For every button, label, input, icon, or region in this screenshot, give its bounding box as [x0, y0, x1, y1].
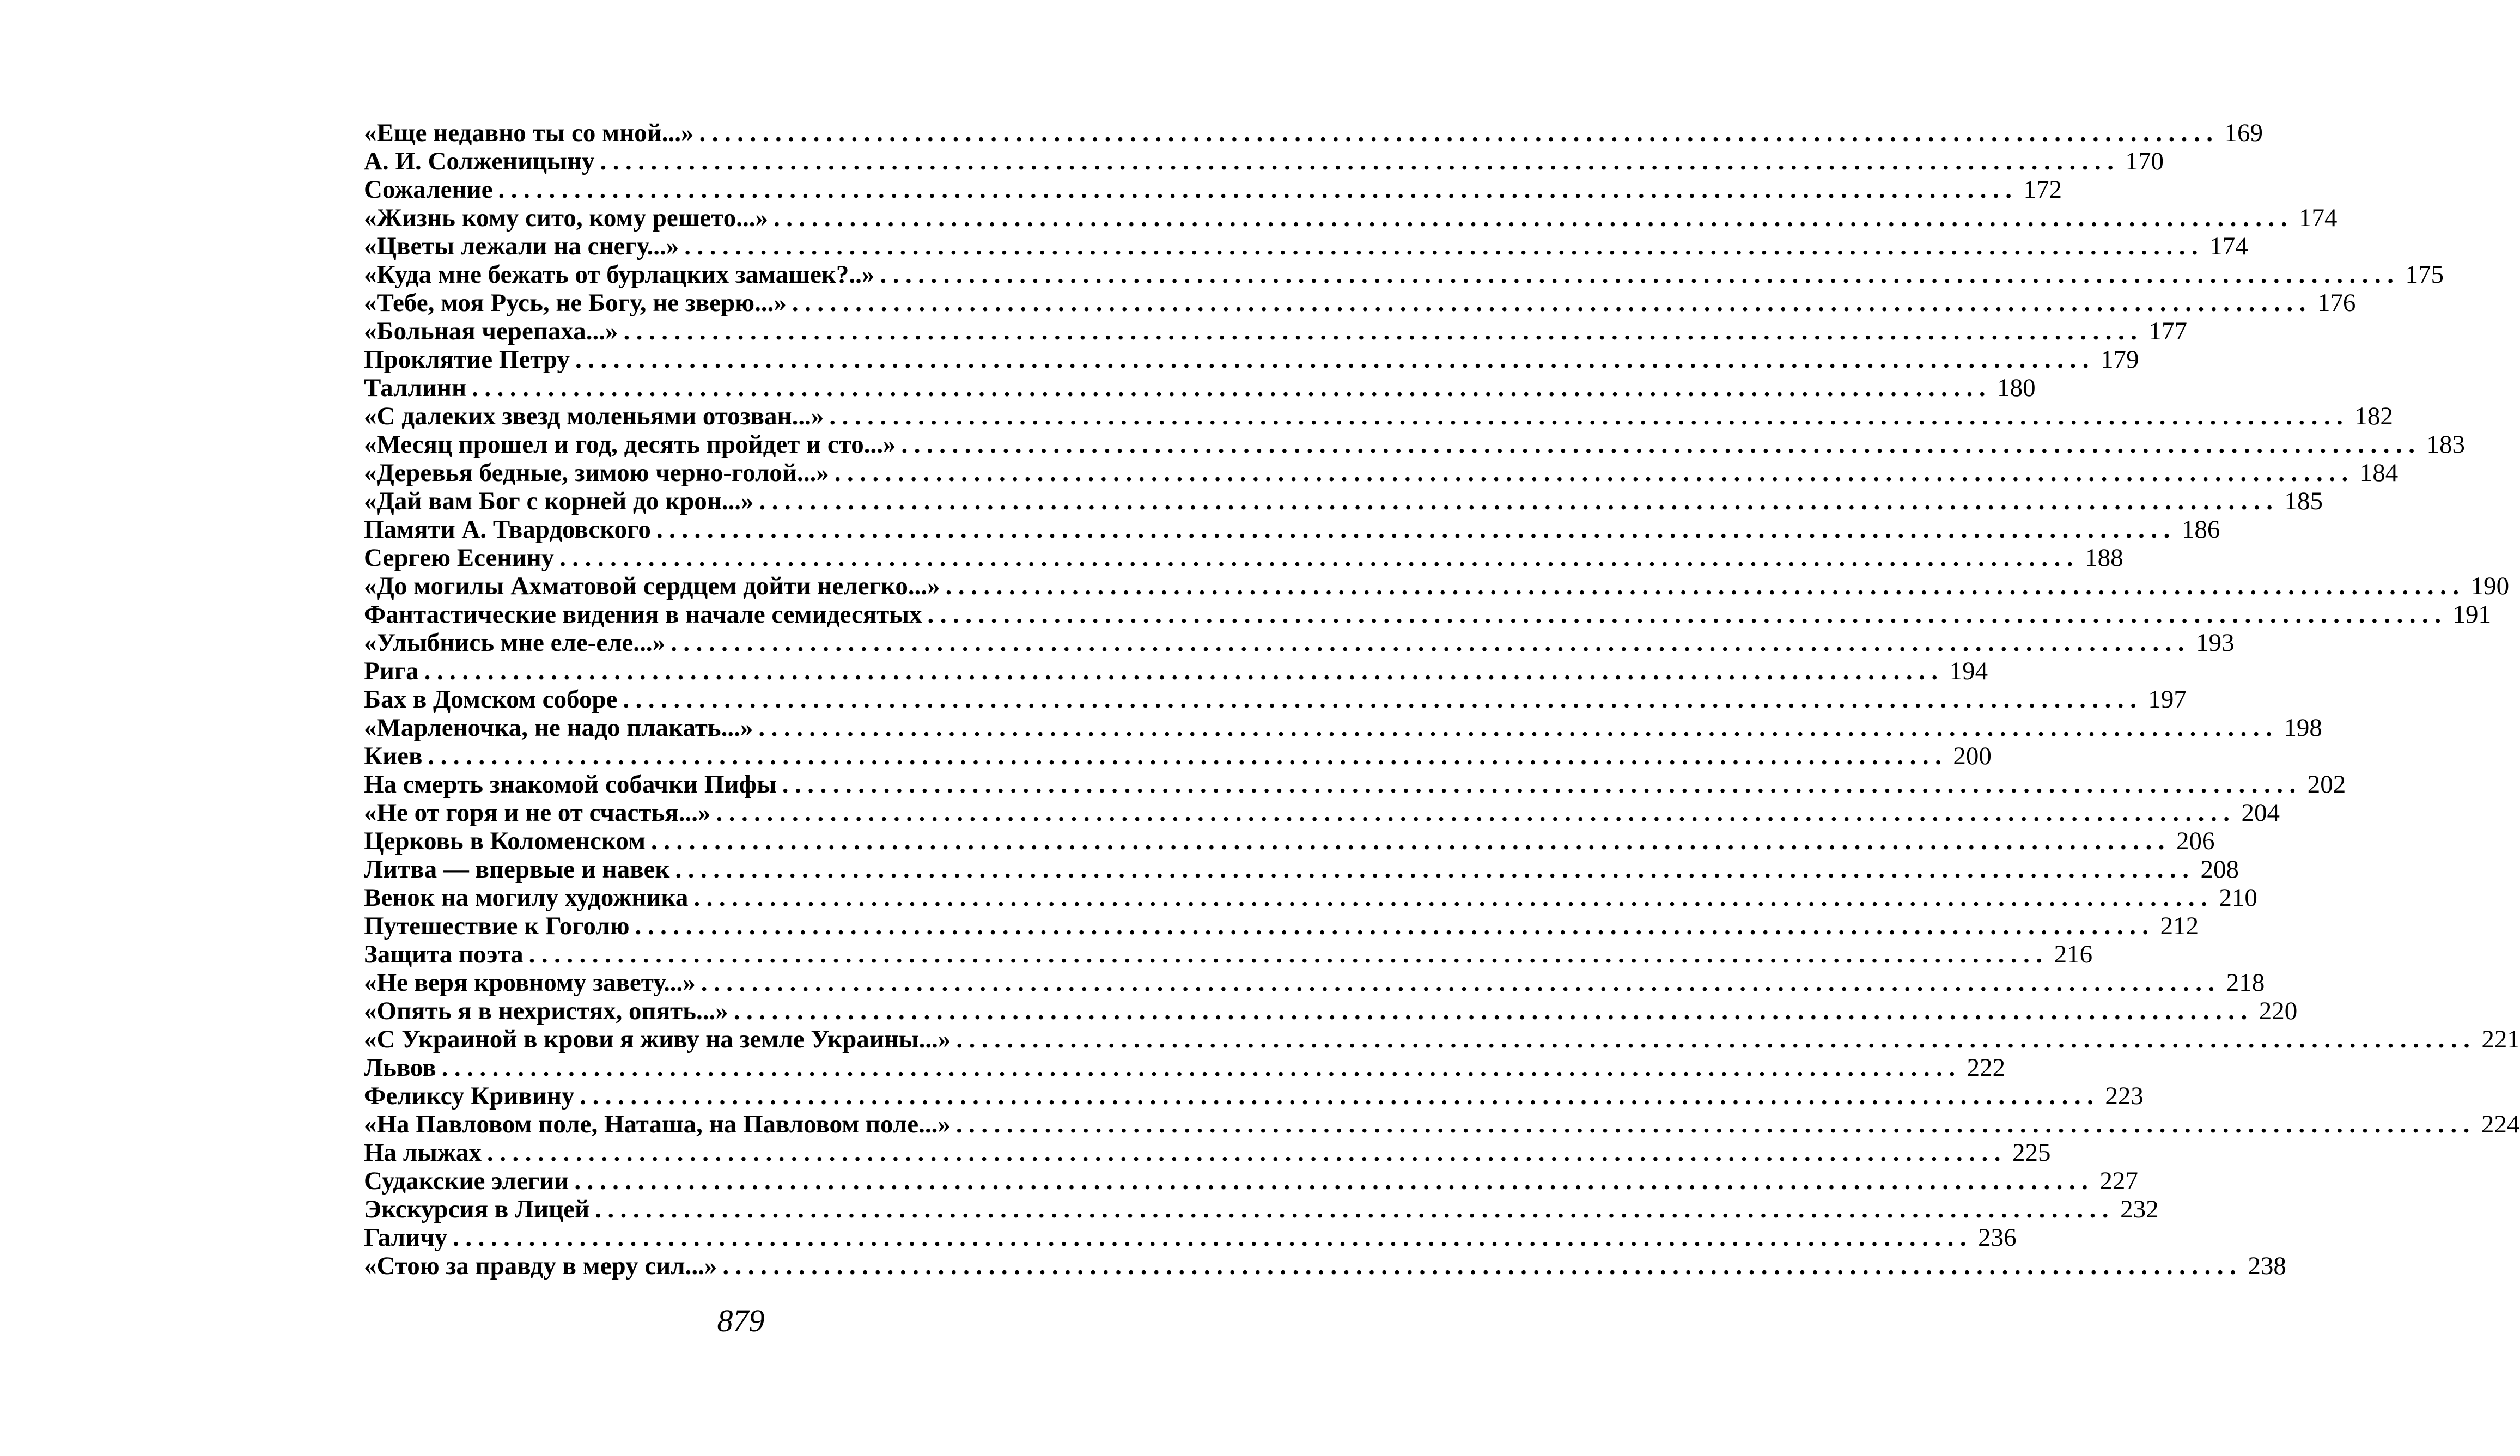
- table-of-contents: [364, 119, 2520, 1280]
- dot-leader: ........................................................................................................................: [945, 572, 2466, 600]
- toc-entry-page: 202: [2307, 770, 2346, 799]
- dot-leader: ........................................................................................................................: [623, 685, 2143, 714]
- dot-leader: ........................................................................................................................: [792, 289, 2312, 317]
- toc-entry-title: «Куда мне бежать от бурлацких замашек?..»: [364, 260, 875, 289]
- toc-entry-title: «До могилы Ахматовой сердцем дойти нелегко...»: [364, 572, 940, 600]
- toc-entry-page: 190: [2470, 572, 2510, 600]
- dot-leader: ........................................................................................................................: [901, 430, 2421, 459]
- dot-leader: ........................................................................................................................: [675, 855, 2195, 884]
- dot-leader: ........................................................................................................................: [671, 629, 2191, 657]
- toc-entry-title: Церковь в Коломенском: [364, 827, 646, 855]
- toc-entry-page: 221: [2481, 1025, 2520, 1053]
- toc-entry: [364, 997, 2298, 1025]
- toc-entry-title: «Жизнь кому сито, кому решето...»: [364, 204, 768, 232]
- dot-leader: ........................................................................................................................: [701, 968, 2221, 997]
- toc-entry-title: Защита поэта: [364, 940, 524, 968]
- toc-entry-title: «Больная черепаха...»: [364, 317, 618, 345]
- toc-entry-page: 180: [1997, 374, 2036, 402]
- toc-entry-title: «Деревья бедные, зимою черно-голой...»: [364, 459, 829, 487]
- toc-entry-page: 224: [2481, 1110, 2520, 1138]
- toc-entry-title: Судакские элегии: [364, 1167, 569, 1195]
- toc-entry-title: «Еще недавно ты со мной...»: [364, 119, 694, 147]
- toc-entry-title: «Не от горя и не от счастья...»: [364, 799, 711, 827]
- dot-leader: ........................................................................................................................: [428, 742, 1948, 770]
- toc-entry-page: 194: [1949, 657, 1988, 685]
- dot-leader: ........................................................................................................................: [782, 770, 2302, 799]
- dot-leader: ........................................................................................................................: [623, 317, 2144, 345]
- toc-entry: [364, 459, 2399, 487]
- toc-entry: [364, 374, 2036, 402]
- dot-leader: ........................................................................................................................: [693, 884, 2214, 912]
- toc-entry-page: 185: [2284, 487, 2323, 515]
- toc-entry: [364, 119, 2263, 147]
- dot-leader: ........................................................................................................................: [773, 204, 2293, 232]
- toc-entry: [364, 515, 2220, 544]
- toc-entry: [364, 827, 2215, 855]
- toc-entry: [364, 345, 2139, 374]
- toc-entry: [364, 402, 2393, 430]
- toc-entry-title: «Марленочка, не надо плакать...»: [364, 714, 753, 742]
- toc-entry-title: Памяти А. Твардовского: [364, 515, 651, 544]
- toc-entry: [364, 204, 2338, 232]
- toc-entry-page: 188: [2085, 544, 2123, 572]
- dot-leader: ........................................................................................................................: [684, 232, 2205, 260]
- toc-entry: [364, 600, 2492, 629]
- toc-entry: [364, 940, 2093, 968]
- dot-leader: ........................................................................................................................: [733, 997, 2254, 1025]
- toc-entry-title: Львов: [364, 1053, 436, 1082]
- toc-entry: [364, 770, 2346, 799]
- toc-entry-page: 212: [2160, 912, 2199, 940]
- toc-entry-page: 198: [2284, 714, 2322, 742]
- dot-leader: ........................................................................................................................: [486, 1138, 2007, 1167]
- dot-leader: ........................................................................................................................: [722, 1252, 2243, 1280]
- dot-leader: ........................................................................................................................: [880, 260, 2400, 289]
- dot-leader: ........................................................................................................................: [829, 402, 2349, 430]
- dot-leader: ........................................................................................................................: [699, 119, 2219, 147]
- toc-entry-title: «Цветы лежали на снегу...»: [364, 232, 679, 260]
- toc-entry-page: 204: [2241, 799, 2280, 827]
- toc-entry-title: На смерть знакомой собачки Пифы: [364, 770, 777, 799]
- dot-leader: ........................................................................................................................: [635, 912, 2155, 940]
- toc-entry-title: Сожаление: [364, 175, 493, 204]
- toc-entry-page: 170: [2125, 147, 2164, 175]
- toc-entry-page: 176: [2317, 289, 2356, 317]
- toc-entry-title: Киев: [364, 742, 423, 770]
- toc-entry-page: 184: [2359, 459, 2399, 487]
- toc-entry-title: «С Украиной в крови я живу на земле Украины...»: [364, 1025, 951, 1053]
- toc-entry: [364, 742, 1992, 770]
- toc-entry: [364, 884, 2257, 912]
- toc-entry-title: На лыжах: [364, 1138, 482, 1167]
- toc-entry: [364, 1223, 2017, 1252]
- toc-entry: [364, 487, 2323, 515]
- dot-leader: ........................................................................................................................: [716, 799, 2236, 827]
- toc-entry: [364, 317, 2188, 345]
- dot-leader: ........................................................................................................................: [559, 544, 2080, 572]
- dot-leader: ........................................................................................................................: [656, 515, 2176, 544]
- toc-entry: [364, 1025, 2520, 1053]
- dot-leader: ........................................................................................................................: [650, 827, 2171, 855]
- toc-entry-page: 183: [2426, 430, 2465, 459]
- toc-entry-page: 174: [2298, 204, 2338, 232]
- toc-entry-page: 223: [2105, 1082, 2144, 1110]
- toc-entry: [364, 572, 2510, 600]
- toc-entry: [364, 289, 2356, 317]
- dot-leader: ........................................................................................................................: [956, 1025, 2476, 1053]
- toc-entry-page: 227: [2099, 1167, 2138, 1195]
- toc-entry-title: «На Павловом поле, Наташа, на Павловом поле...»: [364, 1110, 951, 1138]
- toc-entry: [364, 1167, 2138, 1195]
- dot-leader: ........................................................................................................................: [574, 1167, 2095, 1195]
- toc-entry-page: 238: [2248, 1252, 2286, 1280]
- toc-entry-page: 225: [2012, 1138, 2051, 1167]
- toc-entry-page: 208: [2200, 855, 2239, 884]
- dot-leader: ........................................................................................................................: [528, 940, 2049, 968]
- toc-entry: [364, 912, 2199, 940]
- dot-leader: ........................................................................................................................: [834, 459, 2354, 487]
- dot-leader: ........................................................................................................................: [453, 1223, 1973, 1252]
- toc-entry-title: Галичу: [364, 1223, 448, 1252]
- dot-leader: ........................................................................................................................: [595, 1195, 2115, 1223]
- toc-entry-page: 169: [2224, 119, 2263, 147]
- toc-entry: [364, 260, 2444, 289]
- toc-entry-page: 193: [2196, 629, 2235, 657]
- toc-entry-title: Сергею Есенину: [364, 544, 555, 572]
- toc-entry: [364, 1053, 2006, 1082]
- dot-leader: ........................................................................................................................: [575, 345, 2095, 374]
- toc-entry-title: Бах в Домском соборе: [364, 685, 618, 714]
- toc-entry-title: Проклятие Петру: [364, 345, 570, 374]
- toc-entry-title: Фантастические видения в начале семидесятых: [364, 600, 922, 629]
- toc-entry-page: 177: [2148, 317, 2188, 345]
- toc-entry: [364, 855, 2239, 884]
- toc-entry-title: «Дай вам Бог с корней до крон...»: [364, 487, 754, 515]
- dot-leader: ........................................................................................................................: [441, 1053, 1962, 1082]
- toc-entry-page: 197: [2148, 685, 2187, 714]
- toc-entry-title: Венок на могилу художника: [364, 884, 689, 912]
- toc-entry-title: «Стою за правду в меру сил...»: [364, 1252, 717, 1280]
- toc-entry: [364, 1138, 2051, 1167]
- toc-entry: [364, 232, 2248, 260]
- toc-entry-title: Литва — впервые и навек: [364, 855, 670, 884]
- toc-entry: [364, 1252, 2286, 1280]
- toc-entry: [364, 685, 2187, 714]
- toc-entry: [364, 175, 2062, 204]
- toc-entry-title: «Опять я в нехристях, опять...»: [364, 997, 728, 1025]
- dot-leader: ........................................................................................................................: [759, 487, 2279, 515]
- page-number: 879: [717, 1303, 765, 1338]
- dot-leader: ........................................................................................................................: [498, 175, 2018, 204]
- toc-entry-page: 200: [1953, 742, 1992, 770]
- toc-entry-title: «Не веря кровному завету...»: [364, 968, 696, 997]
- toc-entry-page: 206: [2176, 827, 2215, 855]
- dot-leader: ........................................................................................................................: [580, 1082, 2100, 1110]
- dot-leader: ........................................................................................................................: [758, 714, 2279, 742]
- toc-entry-page: 210: [2219, 884, 2257, 912]
- toc-entry: [364, 430, 2465, 459]
- toc-entry-page: 174: [2209, 232, 2248, 260]
- dot-leader: ........................................................................................................................: [955, 1110, 2476, 1138]
- toc-entry-title: «С далеких звезд моленьями отозван...»: [364, 402, 824, 430]
- toc-entry-title: «Улыбнись мне еле-еле...»: [364, 629, 666, 657]
- toc-entry: [364, 968, 2265, 997]
- toc-entry-title: Таллинн: [364, 374, 467, 402]
- toc-entry-page: 216: [2054, 940, 2093, 968]
- dot-leader: ........................................................................................................................: [472, 374, 1992, 402]
- toc-entry-page: 218: [2226, 968, 2265, 997]
- toc-entry-page: 175: [2405, 260, 2444, 289]
- toc-entry-title: Экскурсия в Лицей: [364, 1195, 590, 1223]
- toc-entry: [364, 147, 2164, 175]
- toc-entry: [364, 714, 2322, 742]
- toc-entry: [364, 629, 2235, 657]
- toc-entry-page: 236: [1978, 1223, 2017, 1252]
- toc-entry: [364, 1195, 2159, 1223]
- toc-entry-page: 172: [2023, 175, 2062, 204]
- toc-entry: [364, 1082, 2144, 1110]
- dot-leader: ........................................................................................................................: [927, 600, 2448, 629]
- toc-entry: [364, 657, 1988, 685]
- toc-entry-page: 220: [2259, 997, 2298, 1025]
- toc-entry-page: 182: [2354, 402, 2393, 430]
- toc-entry-title: «Месяц прошел и год, десять пройдет и сто...»: [364, 430, 896, 459]
- toc-entry-title: Путешествие к Гоголю: [364, 912, 630, 940]
- toc-entry: [364, 544, 2123, 572]
- toc-entry-page: 186: [2181, 515, 2220, 544]
- toc-entry-title: Феликсу Кривину: [364, 1082, 575, 1110]
- toc-entry-title: Рига: [364, 657, 419, 685]
- toc-entry-page: 222: [1967, 1053, 2006, 1082]
- toc-entry: [364, 1110, 2520, 1138]
- toc-entry-page: 179: [2100, 345, 2139, 374]
- dot-leader: ........................................................................................................................: [600, 147, 2120, 175]
- toc-entry: [364, 799, 2280, 827]
- toc-entry-title: «Тебе, моя Русь, не Богу, не зверю...»: [364, 289, 787, 317]
- toc-entry-title: А. И. Солженицыну: [364, 147, 595, 175]
- toc-entry-page: 191: [2452, 600, 2492, 629]
- toc-entry-page: 232: [2120, 1195, 2159, 1223]
- dot-leader: ........................................................................................................................: [424, 657, 1944, 685]
